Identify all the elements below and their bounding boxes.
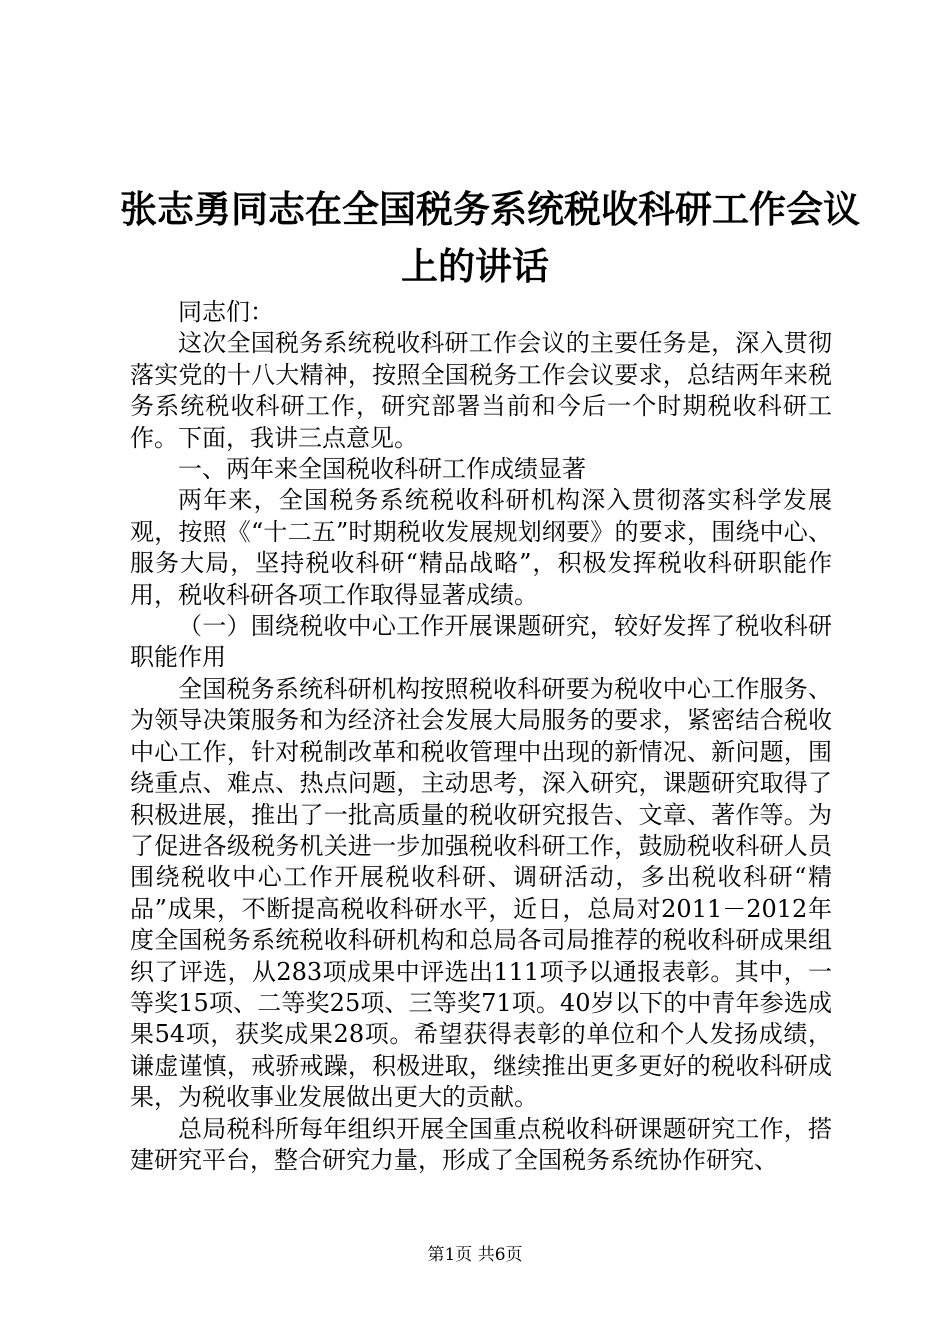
salutation: 同志们： xyxy=(178,298,274,326)
section-heading: 一、两年来全国税收科研工作成绩显著 xyxy=(178,455,586,484)
body-paragraph: 两年来，全国税务系统税收科研机构深入贯彻落实科学发展观，按照《“十二五”时期税收发展规划纲要》的要求，围绕中心、服务大局，坚持税收科研“精品战略”，积极发挥税收科研职能作用，税收科研各项工作取得显著成绩。 xyxy=(130,486,832,609)
document-body xyxy=(130,297,832,1176)
body-paragraph: 全国税务系统科研机构按照税收科研要为税收中心工作服务、为领导决策服务和为经济社会发展大局服务的要求，紧密结合税收中心工作，针对税制改革和税收管理中出现的新情况、新问题，围绕重点、难点、热点问题，主动思考，深入研究，课题研究取得了积极进展，推出了一批高质量的税收研究报告、文章、著作等。为了促进各级税务机关进一步加强税收科研工作，鼓励税收科研人员围绕税收中心工作开展税收科研、调研活动，多出税收科研“精品”成果，不断提高税收科研水平，近日，总局对2011－2012年度全国税务系统税收科研机构和总局各司局推荐的税收科研成果组织了评选，从283项成果中评选出111项予以通报表彰。其中，一等奖15项、二等奖25项、三等奖71项。40岁以下的中青年参选成果54项，获奖成果28项。希望获得表彰的单位和个人发扬成绩，谦虚谨慎，戒骄戒躁，积极进取，继续推出更多更好的税收科研成果，为税收事业发展做出更大的贡献。 xyxy=(130,674,832,1112)
subsection-heading: （一）围绕税收中心工作开展课题研究，较好发挥了税收科研职能作用 xyxy=(130,612,832,672)
body-paragraph: 总局税科所每年组织开展全国重点税收科研课题研究工作，搭建研究平台，整合研究力量，形成了全国税务系统协作研究、 xyxy=(130,1114,832,1174)
document-title-line-1: 张志勇同志在全国税务系统税收科研工作会议 xyxy=(120,188,860,231)
page-number: 第1页 共6页 xyxy=(427,1245,523,1265)
body-paragraph: 这次全国税务系统税收科研工作会议的主要任务是，深入贯彻落实党的十八大精神，按照全国税务工作会议要求，总结两年来税务系统税收科研工作，研究部署当前和今后一个时期税收科研工作。下面，我讲三点意见。 xyxy=(130,329,832,452)
document-title-line-2: 上的讲话 xyxy=(401,245,549,288)
